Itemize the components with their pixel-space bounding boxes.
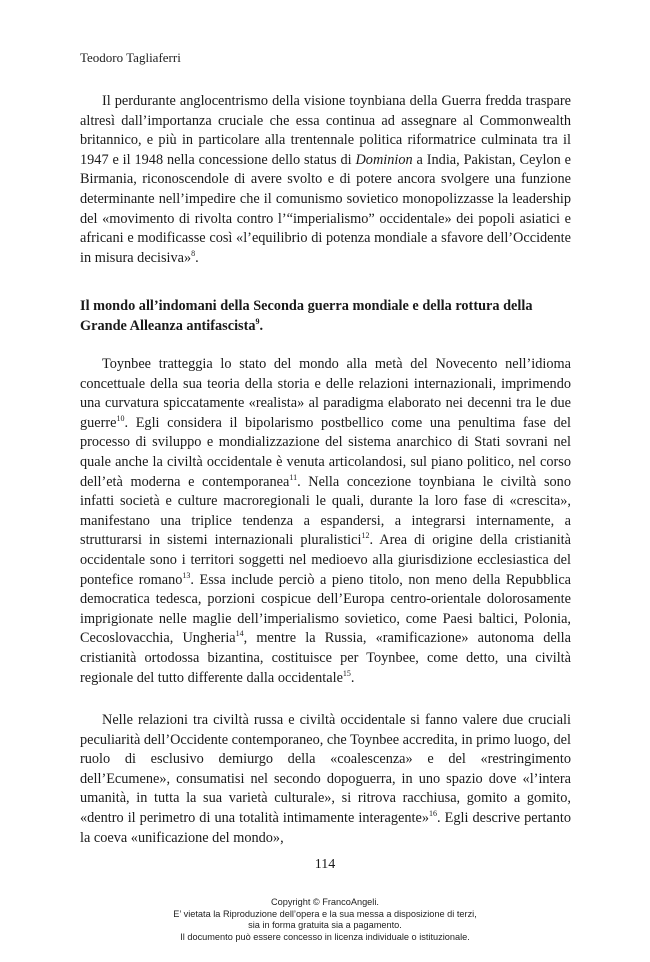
text-run: Toynbee tratteggia lo stato del mondo alla metà del Novecento nell’idioma concettuale della sua teoria della storia e delle relazioni internazionali, imprimendo una curvatura spiccatamente «realista» al paradigma elaborato nei decenni tra le due guerre bbox=[80, 356, 571, 431]
text-run: . Egli considera il bipolarismo postbellico come una penultima fase del processo di sviluppo e mondializzazione del sistema anarchico di Stati sovrani nel quale anche la civiltà occidentale è venuta articolandosi, sul piano politico, nel corso dell’età moderna e contemporanea bbox=[80, 414, 571, 490]
text-run: . Essa include perciò a pieno titolo, non meno della Repubblica democratica tedesca, porzioni cospicue dell’Europa centro-orientale dolorosamente imprigionate nelle maglie dell’imperialismo sovietico, come Paesi baltici, Polonia, Cecoslovacchia, Ungheria bbox=[80, 571, 572, 647]
footnote-ref: 15 bbox=[342, 668, 351, 678]
body-paragraph-2 bbox=[80, 355, 571, 688]
text-run: . bbox=[195, 249, 199, 266]
text-run: . Nella concezione toynbiana le civiltà sono infatti società e culture macroregionali le quali, durante la loro fase di «crescita», manifestano una triplice tendenza a espandersi, a integrarsi internamente, a strutturarsi in sistemi internazionali pluralistici bbox=[80, 473, 571, 549]
running-head-author: Teodoro Tagliaferri bbox=[80, 50, 181, 65]
text-run: Il perdurante anglocentrismo della visione toynbiana della Guerra fredda traspare altresì dall’importanza cruciale che essa continua ad assegnare al Commonwealth britannico, e più in particolare alla trentennale politica riformatrice culminata tra il 1947 e il 1948 nella concessione dello status di bbox=[80, 93, 571, 168]
footnote-ref: 12 bbox=[361, 531, 370, 541]
text-run: a India, Pakistan, Ceylon e Birmania, riconoscendole di avere svolto e di potere ancora svolgere una funzione determinante nell’impedire che il comunismo sovietico monopolizzasse la leadership del «movimento di rivolta contro l’“imperialismo” occidentale» dei popoli asiatici e africani e modificasse così «l’equilibrio di potenza mondiale a sfavore dell’Occidente in misura decisiva» bbox=[80, 151, 571, 266]
text-run: Il mondo all’indomani della Seconda guerra mondiale e della rottura della Grande Alleanza antifascista bbox=[80, 298, 533, 334]
paragraph bbox=[80, 92, 571, 268]
paragraph bbox=[80, 711, 571, 848]
body-paragraph-1 bbox=[80, 92, 571, 268]
page-number: 114 bbox=[314, 857, 336, 872]
footnote-ref: 8 bbox=[191, 248, 196, 258]
body-paragraph-3 bbox=[80, 711, 571, 848]
text-run: . bbox=[350, 669, 355, 686]
text-run: . bbox=[259, 318, 264, 334]
text-run: Nelle relazioni tra civiltà russa e civiltà occidentale si fanno valere due cruciali peculiarità dell’Occidente contemporaneo, che Toynbee accredita, in primo luogo, del ruolo di esclusivo demiurgo della «coalescenza» e del «restringimento dell’Ecumene», consumatisi nel secondo dopoguerra, in uno spazio dove «l’intera umanità, in tutta la sua varietà culturale», si ritrova racchiusa, gomito a gomito, «dentro il perimetro di una totalità intimamente interagente» bbox=[80, 712, 571, 826]
paragraph bbox=[80, 355, 571, 688]
italic-term: Dominion bbox=[355, 151, 413, 168]
copyright-notice bbox=[0, 897, 650, 943]
copyright-line: sia in forma gratuita sia a pagamento. bbox=[248, 920, 402, 931]
text-run: . Area di origine della cristianità occidentale sono i territori soggetti nel medioevo alla giurisdizione ecclesiastica del pontefice romano bbox=[80, 532, 571, 588]
text-run: , mentre la Russia, «ramificazione» autonoma della cristianità ortodossa bizantina, costituisce per Toynbee, come detto, una civiltà regionale del tutto differente dalla occidentale bbox=[80, 630, 571, 686]
copyright-line: Il documento può essere concesso in licenza individuale o istituzionale. bbox=[180, 931, 470, 942]
footnote-ref: 16 bbox=[429, 809, 438, 819]
copyright-line: Copyright © FrancoAngeli. bbox=[271, 897, 379, 907]
footnote-ref: 13 bbox=[182, 570, 191, 580]
footnote-ref: 10 bbox=[116, 414, 125, 424]
footnote-ref: 9 bbox=[255, 317, 260, 327]
copyright-line: E’ vietata la Riproduzione dell’opera e la sua messa a disposizione di terzi, bbox=[173, 908, 477, 919]
footnote-ref: 14 bbox=[235, 629, 244, 639]
footnote-ref: 11 bbox=[289, 472, 298, 482]
section-heading bbox=[80, 296, 571, 336]
text-run: . Egli descrive pertanto la coeva «unificazione del mondo», bbox=[80, 809, 571, 846]
